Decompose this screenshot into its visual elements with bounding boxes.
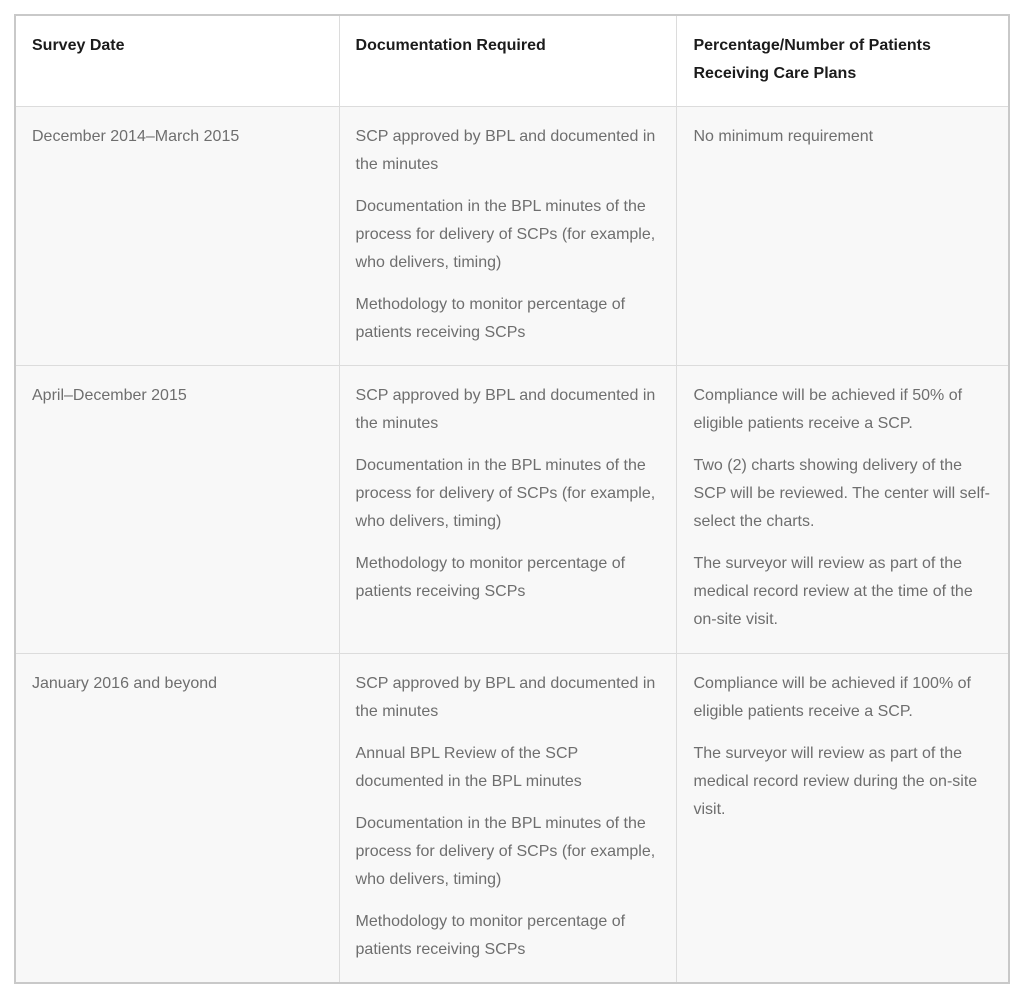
documentation-paragraph: Methodology to monitor percentage of patients receiving SCPs — [355, 913, 626, 958]
documentation-paragraph: Annual BPL Review of the SCP documented in the BPL minutes — [355, 745, 582, 790]
cell-care-plans — [677, 107, 1009, 366]
documentation-paragraph: Documentation in the BPL minutes of the process for delivery of SCPs (for example, who delivers, timing) — [355, 457, 656, 530]
cell-survey-date — [15, 107, 339, 366]
header-survey-date: Survey Date — [15, 15, 339, 107]
cell-survey-date — [15, 654, 339, 984]
header-row — [15, 15, 1009, 107]
documentation-paragraph: Methodology to monitor percentage of patients receiving SCPs — [355, 296, 626, 341]
documentation-paragraph: SCP approved by BPL and documented in the minutes — [355, 128, 656, 173]
care-plans-paragraph: No minimum requirement — [693, 128, 874, 145]
table-row — [15, 107, 1009, 366]
cell-documentation — [339, 107, 677, 366]
cell-documentation — [339, 654, 677, 984]
survey-date-text: December 2014–March 2015 — [32, 128, 240, 145]
care-plans-paragraph: The surveyor will review as part of the medical record review during the on-site visit. — [693, 745, 978, 818]
documentation-paragraph: Documentation in the BPL minutes of the process for delivery of SCPs (for example, who delivers, timing) — [355, 815, 656, 888]
table-header — [15, 15, 1009, 107]
survey-requirements-table — [14, 14, 1010, 984]
table-row — [15, 366, 1009, 654]
documentation-paragraph: Documentation in the BPL minutes of the process for delivery of SCPs (for example, who delivers, timing) — [355, 198, 656, 271]
header-percentage-patients: Percentage/Number of Patients Receiving Care Plans — [677, 15, 1009, 107]
header-documentation-required: Documentation Required — [339, 15, 677, 107]
care-plans-paragraph: Compliance will be achieved if 100% of eligible patients receive a SCP. — [693, 675, 971, 720]
cell-documentation — [339, 366, 677, 654]
cell-care-plans — [677, 366, 1009, 654]
table-row — [15, 654, 1009, 984]
care-plans-paragraph: The surveyor will review as part of the medical record review at the time of the on-site visit. — [693, 555, 973, 628]
survey-date-text: April–December 2015 — [32, 387, 187, 404]
table-body — [15, 107, 1009, 984]
documentation-paragraph: SCP approved by BPL and documented in the minutes — [355, 387, 656, 432]
care-plans-paragraph: Two (2) charts showing delivery of the SCP will be reviewed. The center will self-select the charts. — [693, 457, 990, 530]
survey-date-text: January 2016 and beyond — [32, 675, 218, 692]
care-plans-paragraph: Compliance will be achieved if 50% of eligible patients receive a SCP. — [693, 387, 963, 432]
documentation-paragraph: Methodology to monitor percentage of patients receiving SCPs — [355, 555, 626, 600]
documentation-paragraph: SCP approved by BPL and documented in the minutes — [355, 675, 656, 720]
cell-survey-date — [15, 366, 339, 654]
cell-care-plans — [677, 654, 1009, 984]
